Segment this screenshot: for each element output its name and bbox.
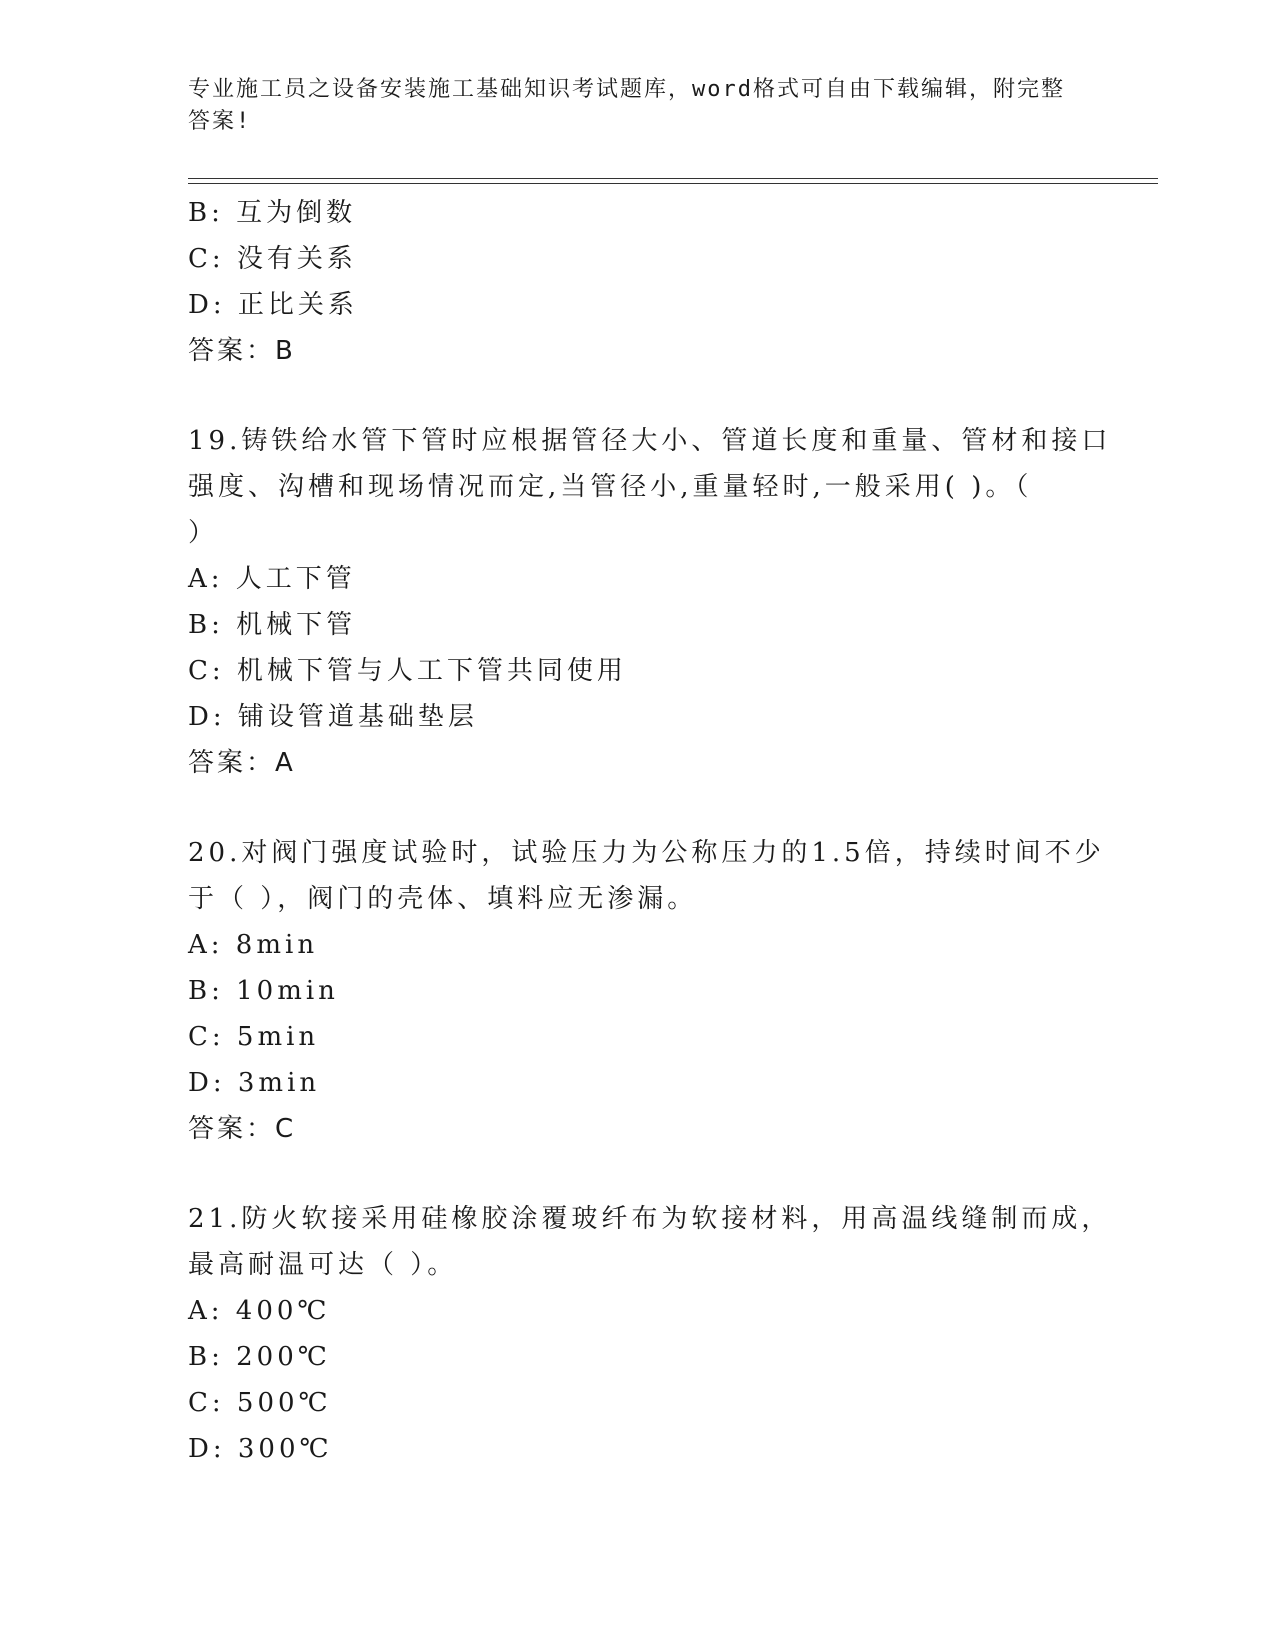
question-stem-line: ） xyxy=(188,518,219,548)
option-c: C: 5min xyxy=(188,1022,320,1052)
question-stem-line: 最高耐温可达（ ）。 xyxy=(188,1250,458,1280)
question-18 xyxy=(188,190,1088,374)
document-body xyxy=(188,190,1112,1472)
question-stem-line: 强度、沟槽和现场情况而定,当管径小,重量轻时,一般采用( )。（ xyxy=(188,472,1033,502)
page-header-title: 专业施工员之设备安装施工基础知识考试题库，word格式可自由下载编辑，附完整答案! xyxy=(188,77,1065,134)
option-a: A: 人工下管 xyxy=(188,564,356,594)
option-a: A: 400℃ xyxy=(188,1296,331,1326)
header-divider-top xyxy=(188,178,1158,179)
option-b: B: 机械下管 xyxy=(188,610,357,640)
answer: 答案：B xyxy=(188,336,296,366)
question-19 xyxy=(188,418,1112,786)
question-stem-line: 于（ ），阀门的壳体、填料应无渗漏。 xyxy=(188,884,698,914)
option-c: C: 机械下管与人工下管共同使用 xyxy=(188,656,627,686)
question-stem-line: 19.铸铁给水管下管时应根据管径大小、管道长度和重量、管材和接口 xyxy=(188,426,1112,456)
question-stem-line: 21.防火软接采用硅橡胶涂覆玻纤布为软接材料，用高温线缝制而成， xyxy=(188,1204,1112,1234)
option-c: C: 没有关系 xyxy=(188,244,357,274)
option-a: A: 8min xyxy=(188,930,319,960)
option-d: D: 3min xyxy=(188,1068,321,1098)
question-20 xyxy=(188,830,1105,1152)
option-b: B: 互为倒数 xyxy=(188,198,357,228)
option-c: C: 500℃ xyxy=(188,1388,332,1418)
header-divider-bottom xyxy=(188,183,1158,184)
question-stem-line: 20.对阀门强度试验时，试验压力为公称压力的1.5倍，持续时间不少 xyxy=(188,838,1105,868)
option-b: B: 200℃ xyxy=(188,1342,331,1372)
answer: 答案：C xyxy=(188,1114,297,1144)
answer: 答案：A xyxy=(188,748,296,778)
option-d: D: 正比关系 xyxy=(188,290,358,320)
option-d: D: 铺设管道基础垫层 xyxy=(188,702,478,732)
question-21 xyxy=(188,1196,1112,1472)
option-d: D: 300℃ xyxy=(188,1434,333,1464)
option-b: B: 10min xyxy=(188,976,339,1006)
